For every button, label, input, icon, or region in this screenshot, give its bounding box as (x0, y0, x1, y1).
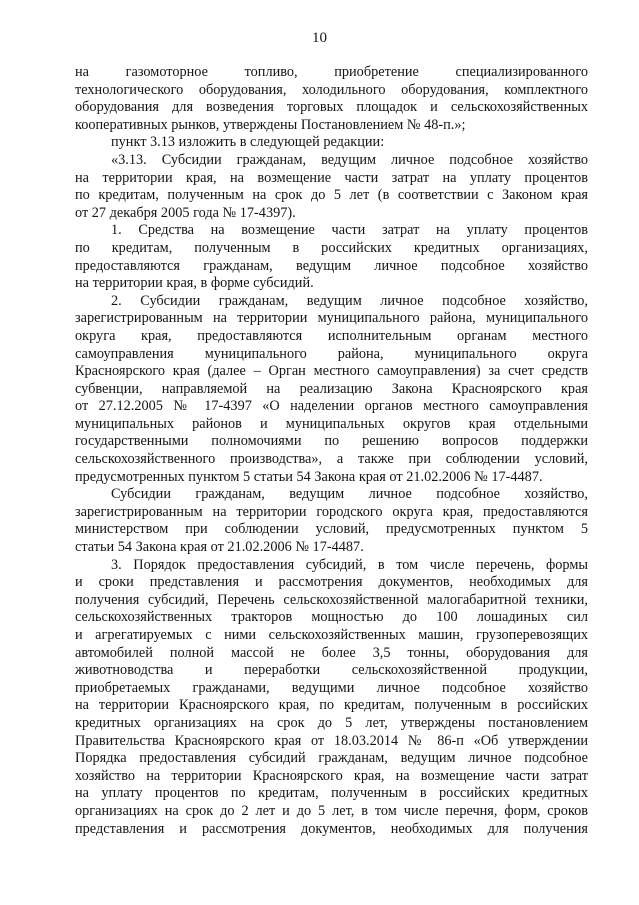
text-line: муниципальных районов и муниципальных округов края отдельными (75, 415, 588, 432)
text-line: зарегистрированным на территории городского округа края, предоставляются (75, 503, 588, 520)
text-line: оборудования для возведения торговых площадок и сельскохозяйственных (75, 99, 588, 116)
text-line: на уплату процентов по кредитам, полученным в российских кредитных (75, 785, 588, 802)
text-line: получения субсидий, Перечень сельскохозяйственной малогабаритной техники, (75, 591, 588, 608)
text-line: зарегистрированным на территории муниципального района, муниципального (75, 310, 588, 327)
text-line: приобретаемых гражданами, ведущими личное подсобное хозяйство (75, 679, 588, 696)
text-line: государственными полномочиями по решению вопросов поддержки (75, 433, 588, 450)
text-line: сельскохозяйственных тракторов мощностью до 100 лошадиных сил (75, 609, 588, 626)
paragraph (75, 152, 588, 222)
text-line: пункт 3.13 изложить в следующей редакции: (111, 134, 385, 151)
text-line: сельскохозяйственного производства», а также при соблюдении условий, (75, 451, 588, 468)
text-line: животноводства и переработки сельскохозяйственной продукции, (75, 662, 588, 679)
text-line: 2. Субсидии гражданам, ведущим личное подсобное хозяйство, (111, 292, 588, 309)
text-line: на территории края, в форме субсидий. (75, 275, 314, 292)
text-line: предоставляются гражданам, ведущим личное подсобное хозяйство (75, 257, 588, 274)
text-line: самоуправления муниципального района, муниципального округа (75, 345, 588, 362)
paragraph (75, 64, 588, 134)
text-line: по кредитам, полученным на срок до 5 лет (в соответствии с Законом края (75, 187, 588, 204)
paragraph (75, 557, 588, 839)
text-line: Правительства Красноярского края от 18.03.2014 № 86-п «Об утверждении (75, 732, 588, 749)
document-body (75, 64, 588, 838)
text-line: Субсидии гражданам, ведущим личное подсобное хозяйство, (111, 486, 588, 503)
text-line: организациях на срок до 2 лет и до 5 лет, в том числе перечня, форм, сроков (75, 802, 588, 819)
text-line: Красноярского края (далее – Орган местного самоуправления) за счет средств (75, 363, 588, 380)
text-line: на газомоторное топливо, приобретение специализированного (75, 64, 588, 80)
text-line: автомобилей полной массой не более 3,5 тонны, оборудования для (75, 644, 588, 661)
text-line: Порядка предоставления субсидий гражданам, ведущим личное подсобное (75, 750, 588, 767)
text-line: представления и рассмотрения документов, необходимых для получения (75, 820, 588, 837)
paragraph (75, 222, 588, 292)
paragraph (75, 293, 588, 487)
text-line: кредитных организациях на срок до 5 лет, утверждены постановлением (75, 714, 588, 731)
text-line: 3. Порядок предоставления субсидий, в том числе перечень, формы (111, 556, 588, 573)
text-line: субвенции, направляемой на реализацию Закона Красноярского края (75, 380, 588, 397)
text-line: по кредитам, полученным в российских кредитных организациях, (75, 239, 588, 256)
text-line: «3.13. Субсидии гражданам, ведущим личное подсобное хозяйство (111, 151, 588, 168)
paragraph (75, 486, 588, 556)
paragraph (75, 134, 588, 152)
text-line: технологического оборудования, холодильного оборудования, комплектного (75, 81, 588, 98)
text-line: 1. Средства на возмещение части затрат на уплату процентов (111, 222, 588, 239)
text-line: предусмотренных пунктом 5 статьи 54 Закона края от 21.02.2006 № 17-4487. (75, 468, 543, 485)
text-line: кооперативных рынков, утверждены Постановлением № 48-п.»; (75, 116, 466, 133)
text-line: статьи 54 Закона края от 21.02.2006 № 17-4487. (75, 539, 364, 556)
page-number: 10 (312, 30, 327, 46)
text-line: на территории края, на возмещение части затрат на уплату процентов (75, 169, 588, 186)
text-line: от 27 декабря 2005 года № 17-4397). (75, 204, 296, 221)
text-line: министерством при соблюдении условий, предусмотренных пунктом 5 (75, 521, 588, 538)
text-line: округа края, предоставляются исполнительным органам местного (75, 327, 588, 344)
text-line: на территории Красноярского края, по кредитам, полученным в российских (75, 697, 588, 714)
text-line: от 27.12.2005 № 17-4397 «О наделении органов местного самоуправления (75, 398, 588, 415)
text-line: и агрегатируемых с ними сельскохозяйственных машин, грузоперевозящих (75, 627, 588, 643)
text-line: хозяйство на территории Красноярского края, на возмещение части затрат (75, 767, 588, 784)
text-line: и сроки представления и рассмотрения документов, необходимых для (75, 574, 588, 591)
